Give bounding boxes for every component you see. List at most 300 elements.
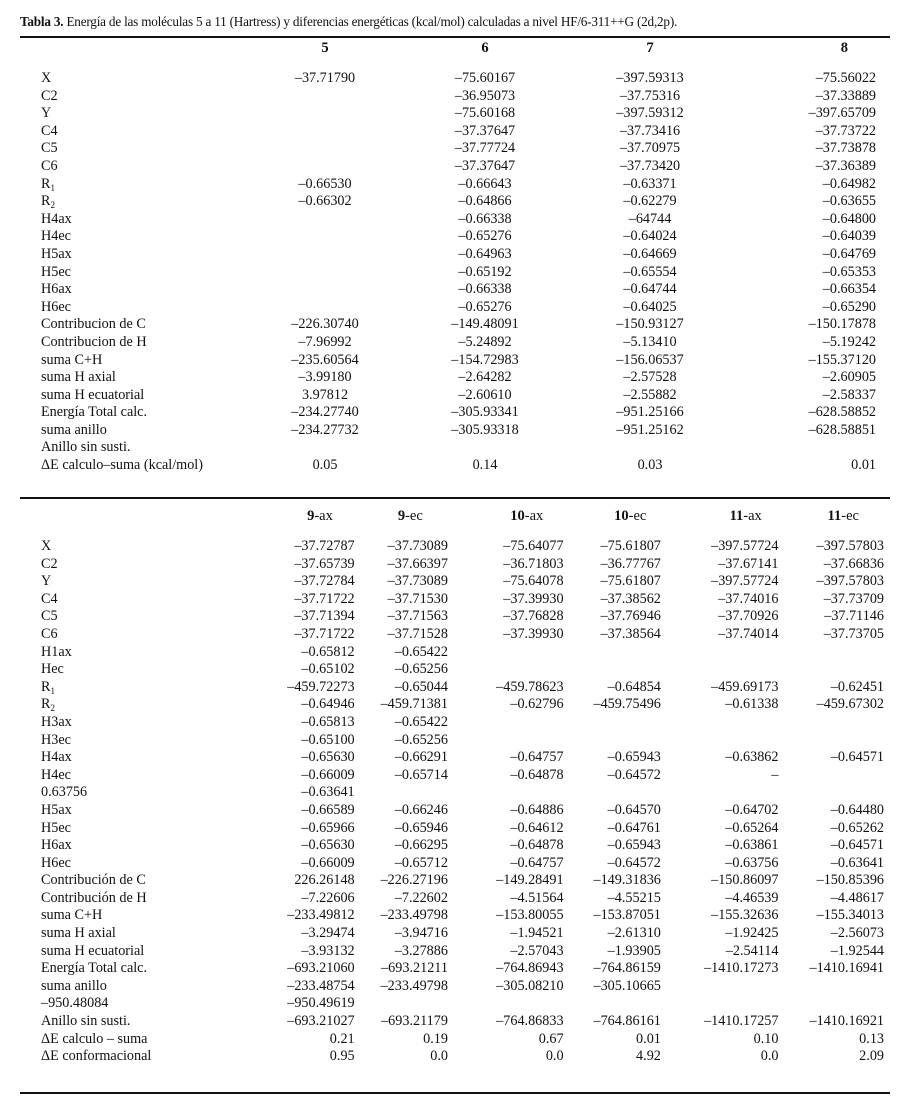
cell-value: –0.64878 bbox=[510, 837, 564, 854]
cell-value: –0.63862 bbox=[725, 749, 779, 766]
cell-value: –305.93318 bbox=[451, 421, 519, 438]
cell-value: –3.27886 bbox=[394, 942, 448, 959]
cell-value: 0.0 bbox=[430, 1048, 448, 1065]
cell-value: –4.55215 bbox=[607, 889, 661, 906]
cell-value bbox=[570, 732, 667, 750]
cell-value: –233.48754 bbox=[287, 977, 355, 994]
cell-value: –0.65264 bbox=[725, 819, 779, 836]
cell-value bbox=[454, 661, 570, 679]
table-row bbox=[20, 1013, 890, 1031]
cell-value: –75.60168 bbox=[454, 105, 516, 122]
cell-value: –764.86833 bbox=[496, 1013, 564, 1030]
cell-value: –1410.17273 bbox=[704, 960, 779, 977]
cell-value: –0.65192 bbox=[458, 263, 512, 280]
cell-value: –0.64946 bbox=[301, 696, 355, 713]
cell-value: –0.65276 bbox=[458, 298, 512, 315]
cell-value: –459.72273 bbox=[287, 678, 355, 695]
cell-value bbox=[454, 995, 570, 1013]
row-label: X bbox=[41, 70, 52, 86]
table1-header-col: 7 bbox=[646, 40, 654, 57]
cell-value: –0.62451 bbox=[830, 678, 884, 695]
cell-value: –75.64077 bbox=[503, 538, 564, 554]
cell-value: –0.64572 bbox=[607, 766, 661, 783]
cell-value: –1.92544 bbox=[830, 942, 884, 959]
cell-value: –459.71381 bbox=[380, 696, 448, 713]
cell-value bbox=[250, 299, 380, 317]
cell-value: –764.86943 bbox=[496, 960, 564, 977]
row-label: suma anillo bbox=[41, 421, 107, 438]
cell-value bbox=[570, 714, 667, 732]
row-label: 0.63756 bbox=[41, 784, 88, 801]
cell-value bbox=[667, 995, 785, 1013]
row-label: $R_1$ bbox=[41, 678, 55, 696]
cell-value bbox=[250, 211, 380, 229]
cell-value: –0.65353 bbox=[822, 263, 876, 280]
cell-value bbox=[570, 661, 667, 679]
cell-value: –0.66354 bbox=[822, 281, 876, 298]
cell-value: –0.63756 bbox=[725, 854, 779, 871]
cell-value: –0.64039 bbox=[822, 228, 876, 245]
cell-value: –397.65709 bbox=[808, 105, 876, 122]
table1-header-label bbox=[20, 38, 250, 60]
cell-value: –0.65712 bbox=[394, 854, 448, 871]
cell-value: –2.55882 bbox=[623, 386, 677, 403]
cell-value: –397.57803 bbox=[816, 573, 884, 590]
row-label: H4ec bbox=[41, 766, 71, 783]
cell-value: –693.21060 bbox=[287, 960, 355, 977]
cell-value: –1410.16921 bbox=[809, 1013, 884, 1030]
cell-value: –764.86161 bbox=[593, 1013, 661, 1030]
cell-value: –0.64757 bbox=[510, 854, 564, 871]
cell-value bbox=[250, 88, 380, 106]
cell-value: –235.60564 bbox=[291, 351, 359, 368]
row-label: Y bbox=[41, 105, 52, 122]
cell-value: 2.09 bbox=[859, 1048, 884, 1065]
cell-value bbox=[454, 714, 570, 732]
cell-value: –0.64571 bbox=[830, 837, 884, 854]
cell-value: –37.37647 bbox=[454, 157, 516, 174]
cell-value: –37.73709 bbox=[823, 590, 884, 607]
cell-value: –0.65256 bbox=[394, 661, 448, 678]
row-label: suma C+H bbox=[41, 907, 103, 924]
cell-value: –459.78623 bbox=[496, 678, 564, 695]
cell-value: –150.85396 bbox=[816, 872, 884, 889]
cell-value: –2.56073 bbox=[830, 925, 884, 942]
table-row bbox=[20, 855, 890, 873]
cell-value: –0.63861 bbox=[725, 837, 779, 854]
cell-value: –5.13410 bbox=[623, 333, 677, 350]
cell-value bbox=[784, 995, 890, 1013]
cell-value: –2.57528 bbox=[623, 369, 677, 386]
cell-value: –0.66246 bbox=[394, 801, 448, 818]
table-row bbox=[20, 767, 890, 785]
cell-value: –37.71530 bbox=[387, 590, 448, 607]
table-row bbox=[20, 352, 890, 370]
cell-value bbox=[454, 784, 570, 802]
table-row bbox=[20, 608, 890, 626]
row-label: Contribución de C bbox=[41, 872, 146, 889]
cell-value bbox=[784, 714, 890, 732]
cell-value: –0.64886 bbox=[510, 801, 564, 818]
row-label: H5ec bbox=[41, 263, 71, 280]
row-label: C4 bbox=[41, 122, 58, 139]
cell-value: –397.57803 bbox=[816, 538, 884, 554]
cell-value: –233.49812 bbox=[287, 907, 355, 924]
table-row bbox=[20, 193, 890, 211]
table1-header-row bbox=[20, 38, 890, 60]
cell-value: –37.73089 bbox=[387, 538, 448, 554]
cell-value: –37.33889 bbox=[815, 87, 876, 104]
cell-value bbox=[784, 644, 890, 662]
table1-header-col: 5 bbox=[321, 40, 329, 57]
cell-value: –4.48617 bbox=[830, 889, 884, 906]
table2-header-col: 9-ax bbox=[307, 508, 333, 525]
cell-value: –397.59312 bbox=[616, 105, 684, 122]
row-label: C6 bbox=[41, 625, 58, 642]
cell-value bbox=[250, 281, 380, 299]
row-label: Energía Total calc. bbox=[41, 404, 148, 421]
cell-value: –0.64612 bbox=[510, 819, 564, 836]
row-label: Contribución de H bbox=[41, 889, 147, 906]
cell-value: –305.08210 bbox=[496, 977, 564, 994]
cell-value: –37.71790 bbox=[294, 70, 356, 86]
table-row bbox=[20, 439, 890, 457]
cell-value: –0.61338 bbox=[725, 696, 779, 713]
table-row bbox=[20, 70, 890, 88]
cell-value: –0.64982 bbox=[822, 175, 876, 192]
cell-value: 0.13 bbox=[859, 1030, 884, 1047]
cell-value: –1.92425 bbox=[725, 925, 779, 942]
row-label: H4ax bbox=[41, 210, 72, 227]
cell-value: –156.06537 bbox=[616, 351, 684, 368]
cell-value: –234.27740 bbox=[291, 404, 359, 421]
cell-value: –37.38562 bbox=[600, 590, 661, 607]
cell-value bbox=[667, 784, 785, 802]
cell-value: –0.66009 bbox=[301, 766, 355, 783]
cell-value: –36.95073 bbox=[454, 87, 516, 104]
cell-value: –628.58851 bbox=[808, 421, 876, 438]
cell-value: –0.62796 bbox=[510, 696, 564, 713]
energy-table-molecules-9-11 bbox=[20, 506, 890, 1066]
cell-value bbox=[667, 714, 785, 732]
cell-value: –2.58337 bbox=[822, 386, 876, 403]
row-label: H5ax bbox=[41, 245, 72, 262]
row-label: ΔE calculo–suma (kcal/mol) bbox=[41, 457, 203, 474]
cell-value: –0.64669 bbox=[623, 245, 677, 262]
cell-value: 0.67 bbox=[538, 1030, 564, 1047]
cell-value: –37.73420 bbox=[619, 157, 681, 174]
cell-value: –0.65714 bbox=[394, 766, 448, 783]
row-label: Anillo sin susti. bbox=[41, 1013, 131, 1030]
cell-value: –75.61807 bbox=[600, 573, 661, 590]
cell-value: 0.01 bbox=[851, 457, 876, 474]
row-label: X bbox=[41, 538, 52, 554]
row-label: H5ax bbox=[41, 801, 72, 818]
cell-value: –149.48091 bbox=[451, 316, 519, 333]
table-row bbox=[20, 749, 890, 767]
cell-value: –233.49798 bbox=[380, 977, 448, 994]
cell-value: –233.49798 bbox=[380, 907, 448, 924]
row-label: H5ec bbox=[41, 819, 71, 836]
row-label: Anillo sin susti. bbox=[41, 439, 131, 456]
cell-value: –7.22602 bbox=[394, 889, 448, 906]
cell-value: –36.71803 bbox=[503, 555, 564, 572]
cell-value: –75.56022 bbox=[815, 70, 876, 86]
table-row bbox=[20, 820, 890, 838]
cell-value: –37.66397 bbox=[387, 555, 448, 572]
cell-value: –0.66643 bbox=[458, 175, 512, 192]
cell-value: –37.71563 bbox=[387, 608, 448, 625]
cell-value: –37.72784 bbox=[294, 573, 355, 590]
cell-value bbox=[784, 784, 890, 802]
table2-header-row bbox=[20, 506, 890, 528]
table-row bbox=[20, 626, 890, 644]
row-label: suma H axial bbox=[41, 925, 116, 942]
table-row bbox=[20, 837, 890, 855]
cell-value: –0.65812 bbox=[301, 643, 355, 660]
cell-value: –3.94716 bbox=[394, 925, 448, 942]
row-label: H6ec bbox=[41, 854, 71, 871]
cell-value: –397.59313 bbox=[616, 70, 684, 86]
row-label: H6ax bbox=[41, 281, 72, 298]
row-label: H4ax bbox=[41, 749, 72, 766]
table-row bbox=[20, 123, 890, 141]
table-row bbox=[20, 943, 890, 961]
table-row bbox=[20, 457, 890, 475]
energy-table-molecules-5-8 bbox=[20, 38, 890, 475]
cell-value: –0.66291 bbox=[394, 749, 448, 766]
row-label: C5 bbox=[41, 608, 58, 625]
cell-value: –0.66530 bbox=[298, 175, 352, 192]
cell-value bbox=[380, 439, 550, 457]
cell-value: –0.66295 bbox=[394, 837, 448, 854]
bottom-rule bbox=[20, 1092, 890, 1094]
table-row bbox=[20, 1031, 890, 1049]
cell-value: –0.63655 bbox=[822, 193, 876, 210]
cell-value: –0.64769 bbox=[822, 245, 876, 262]
cell-value: –75.61807 bbox=[600, 538, 661, 554]
table-row bbox=[20, 538, 890, 556]
row-label: $R_2$ bbox=[41, 696, 55, 714]
cell-value: 0.01 bbox=[636, 1030, 661, 1047]
table-row bbox=[20, 176, 890, 194]
cell-value: –154.72983 bbox=[451, 351, 519, 368]
cell-value bbox=[667, 661, 785, 679]
cell-value: –1.94521 bbox=[510, 925, 564, 942]
cell-value: –0.64800 bbox=[822, 210, 876, 227]
cell-value: –0.63641 bbox=[301, 784, 355, 801]
cell-value: –7.22606 bbox=[301, 889, 355, 906]
cell-value: 0.14 bbox=[472, 457, 498, 474]
cell-value: –0.64761 bbox=[607, 819, 661, 836]
cell-value bbox=[250, 246, 380, 264]
cell-value: –37.66836 bbox=[823, 555, 884, 572]
cell-value: –37.73722 bbox=[815, 122, 876, 139]
cell-value: –37.36389 bbox=[815, 157, 876, 174]
cell-value: –0.66589 bbox=[301, 801, 355, 818]
cell-value: –0.64571 bbox=[830, 749, 884, 766]
cell-value: –693.21211 bbox=[381, 960, 448, 977]
cell-value: 0.95 bbox=[329, 1048, 355, 1065]
table-row bbox=[20, 299, 890, 317]
cell-value bbox=[784, 767, 890, 785]
cell-value: –0.62279 bbox=[623, 193, 677, 210]
cell-value: –0.65256 bbox=[394, 731, 448, 748]
cell-value: –75.64078 bbox=[503, 573, 564, 590]
row-label: H4ec bbox=[41, 228, 71, 245]
cell-value bbox=[784, 978, 890, 996]
cell-value: –0.66302 bbox=[298, 193, 352, 210]
cell-value: –37.38564 bbox=[600, 625, 661, 642]
cell-value: –0.64570 bbox=[607, 801, 661, 818]
cell-value bbox=[570, 644, 667, 662]
cell-value: –37.74014 bbox=[718, 625, 779, 642]
cell-value: 0.0 bbox=[545, 1048, 564, 1065]
table-row bbox=[20, 281, 890, 299]
table-row bbox=[20, 228, 890, 246]
table-row bbox=[20, 732, 890, 750]
table-row bbox=[20, 387, 890, 405]
cell-value: –0.65946 bbox=[394, 819, 448, 836]
cell-value: –1410.16941 bbox=[809, 960, 884, 977]
cell-value bbox=[570, 995, 667, 1013]
cell-value: –150.93127 bbox=[616, 316, 684, 333]
cell-value: –37.73878 bbox=[815, 140, 876, 157]
table-row bbox=[20, 211, 890, 229]
row-label: Contribucion de H bbox=[41, 333, 147, 350]
table-row bbox=[20, 960, 890, 978]
table2-header-col: 11-ec bbox=[827, 508, 859, 525]
cell-value: –459.75496 bbox=[593, 696, 661, 713]
row-label: suma C+H bbox=[41, 351, 103, 368]
table2-header-col: 10-ax bbox=[510, 508, 544, 525]
table-row bbox=[20, 644, 890, 662]
cell-value: –37.71722 bbox=[294, 625, 355, 642]
cell-value: –305.93341 bbox=[451, 404, 519, 421]
cell-value: –0.64963 bbox=[458, 245, 512, 262]
row-label: suma H ecuatorial bbox=[41, 942, 145, 959]
row-label: suma H ecuatorial bbox=[41, 386, 145, 403]
table-row bbox=[20, 158, 890, 176]
cell-value: –37.71722 bbox=[294, 590, 355, 607]
table-row bbox=[20, 105, 890, 123]
cell-value: –0.65102 bbox=[301, 661, 355, 678]
cell-value: –4.51564 bbox=[510, 889, 564, 906]
cell-value bbox=[250, 123, 380, 141]
row-label: $R_1$ bbox=[41, 175, 55, 193]
cell-value: –3.99180 bbox=[298, 369, 352, 386]
cell-value: –37.76828 bbox=[503, 608, 564, 625]
cell-value: –37.37647 bbox=[454, 122, 516, 139]
cell-value: –7.96992 bbox=[298, 333, 352, 350]
cell-value: –149.28491 bbox=[496, 872, 564, 889]
table-row bbox=[20, 872, 890, 890]
cell-value: –0.66338 bbox=[458, 281, 512, 298]
cell-value: –4.46539 bbox=[725, 889, 779, 906]
cell-value: –0.65422 bbox=[394, 713, 448, 730]
cell-value: –149.31836 bbox=[593, 872, 661, 889]
row-label: C2 bbox=[41, 87, 58, 104]
table-row bbox=[20, 907, 890, 925]
cell-value: –37.76946 bbox=[600, 608, 661, 625]
cell-value: 4.92 bbox=[636, 1048, 661, 1065]
table-row bbox=[20, 556, 890, 574]
cell-value: 0.19 bbox=[423, 1030, 448, 1047]
cell-value: –0.65943 bbox=[607, 749, 661, 766]
cell-value: –3.93132 bbox=[301, 942, 355, 959]
row-label: C2 bbox=[41, 555, 58, 572]
cell-value: –37.77724 bbox=[454, 140, 516, 157]
cell-value: –75.60167 bbox=[454, 70, 516, 86]
table-row bbox=[20, 591, 890, 609]
cell-value: –37.73705 bbox=[823, 625, 884, 642]
caption-label: Tabla 3. bbox=[20, 14, 64, 29]
cell-value: –459.69173 bbox=[711, 678, 779, 695]
caption-text: Energía de las moléculas 5 a 11 (Hartress) y diferencias energéticas (kcal/mol) calculadas a nivel HF/6-311++G (2d,2p). bbox=[63, 14, 678, 29]
cell-value: –37.70926 bbox=[718, 608, 779, 625]
cell-value bbox=[784, 732, 890, 750]
cell-value: 0.21 bbox=[329, 1030, 355, 1047]
row-label: Energía Total calc. bbox=[41, 960, 148, 977]
cell-value: 0.05 bbox=[312, 457, 338, 474]
table2-header-col: 11-ax bbox=[729, 508, 762, 525]
cell-value: –37.73089 bbox=[387, 573, 448, 590]
cell-value: –0.64025 bbox=[623, 298, 677, 315]
cell-value: –0.64878 bbox=[510, 766, 564, 783]
cell-value: –950.49619 bbox=[287, 995, 355, 1012]
table-row bbox=[20, 696, 890, 714]
cell-value: –2.61310 bbox=[607, 925, 661, 942]
table-row bbox=[20, 661, 890, 679]
cell-value: –153.87051 bbox=[593, 907, 661, 924]
cell-value bbox=[667, 732, 785, 750]
cell-value bbox=[454, 644, 570, 662]
table-row bbox=[20, 264, 890, 282]
table1-header-col: 6 bbox=[481, 40, 489, 57]
cell-value: –0.65262 bbox=[830, 819, 884, 836]
cell-value: –628.58852 bbox=[808, 404, 876, 421]
table-row bbox=[20, 246, 890, 264]
cell-value bbox=[720, 439, 890, 457]
row-label: C4 bbox=[41, 590, 58, 607]
cell-value: –37.70975 bbox=[619, 140, 681, 157]
row-label: Y bbox=[41, 573, 52, 590]
table2-header-col: 10-ec bbox=[614, 508, 647, 525]
cell-value: –0.65290 bbox=[822, 298, 876, 315]
cell-value bbox=[667, 978, 785, 996]
cell-value: –693.21027 bbox=[287, 1013, 355, 1030]
table2-header-col: 9-ec bbox=[397, 508, 423, 525]
cell-value bbox=[454, 732, 570, 750]
table-row bbox=[20, 784, 890, 802]
cell-value: –305.10665 bbox=[593, 977, 661, 994]
table2-header-label bbox=[20, 506, 263, 528]
table-row bbox=[20, 334, 890, 352]
cell-value: –37.71394 bbox=[294, 608, 355, 625]
cell-value: –0.65554 bbox=[623, 263, 677, 280]
cell-value: –2.64282 bbox=[458, 369, 512, 386]
cell-value: –0.64854 bbox=[607, 678, 661, 695]
cell-value bbox=[784, 661, 890, 679]
cell-value: –37.39930 bbox=[503, 625, 564, 642]
cell-value: –0.65630 bbox=[301, 749, 355, 766]
table-row bbox=[20, 925, 890, 943]
cell-value: –5.24892 bbox=[458, 333, 512, 350]
table-row bbox=[20, 316, 890, 334]
cell-value: –37.72787 bbox=[294, 538, 355, 554]
cell-value: –155.32636 bbox=[711, 907, 779, 924]
table-row bbox=[20, 88, 890, 106]
